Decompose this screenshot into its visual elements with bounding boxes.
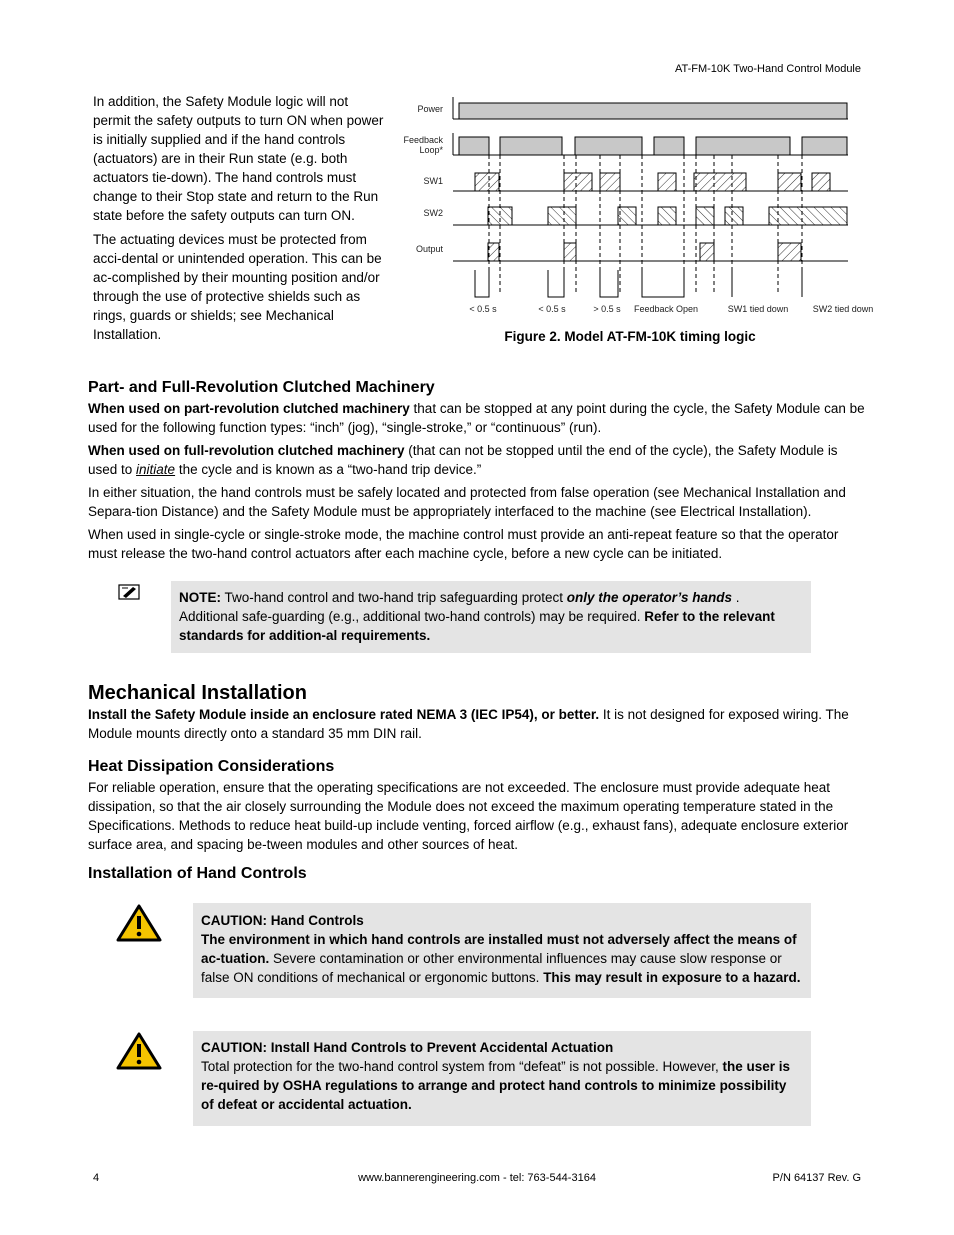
mech-rest: It is not designed for exposed wiring. The Module mounts directly onto a standard 35 mm DIN rail. — [88, 707, 849, 741]
annotation-4: Feedback Open — [633, 304, 699, 314]
mech-heading: Mechanical Installation — [88, 682, 307, 704]
caution2-bold: the user is re-quired by OSHA regulations to arrange and protect hand controls to minimize possibility of defeat or accidental actuation. — [201, 1059, 791, 1112]
part-number: P/N 64137 Rev. G — [772, 1172, 861, 1184]
sw2-pulses — [488, 207, 847, 225]
output-pulses — [488, 243, 801, 261]
annotation-3: > 0.5 s — [593, 304, 621, 314]
intro-text — [93, 92, 388, 349]
sw1-pulses — [475, 173, 830, 191]
section-heat — [88, 757, 868, 858]
label-feedback-2: Loop* — [419, 145, 443, 155]
annotation-1: < 0.5 s — [469, 304, 497, 314]
install-hand-heading: Installation of Hand Controls — [88, 865, 307, 882]
p2-end: the cycle and is known as a “two-hand trip device.” — [175, 462, 482, 477]
caution1-body: Severe contamination or other environmental influences may cause slow response or false ON conditions of mechanical or ergonomic buttons. — [201, 951, 782, 985]
note-text-1: Two-hand control and two-hand trip safeguarding protect — [221, 590, 567, 605]
running-header: AT-FM-10K Two-Hand Control Module — [674, 63, 861, 75]
label-output: Output — [415, 244, 443, 254]
caution2-text — [201, 1057, 801, 1114]
caution1-bold2: This may result in exposure to a hazard. — [543, 970, 801, 985]
part-full-heading: Part- and Full-Revolution Clutched Machinery — [88, 379, 435, 396]
annotation-5: SW1 tied down — [727, 304, 789, 314]
footer-contact: www.bannerengineering.com - tel: 763-544-3164 — [358, 1172, 596, 1184]
caution-box-1 — [193, 903, 811, 998]
section-mechanical — [88, 684, 868, 747]
warning-icon — [116, 1032, 162, 1070]
caution2-title — [201, 1038, 801, 1057]
warning-icon — [116, 904, 162, 942]
p1-rest: that can be stopped at any point during the cycle, the Safety Module can be used for the following function types: “inch” (jog), “single-stroke,” or “continuous” (run). — [88, 401, 865, 435]
note-emphasis: only the operator’s hands — [566, 590, 733, 605]
mech-paragraph — [88, 705, 868, 743]
label-feedback-1: Feedback — [403, 135, 443, 145]
label-sw1: SW1 — [423, 176, 443, 186]
part-full-paragraph-3: In either situation, the hand controls must be safely located and protected from false operation (see Mechanical Installation and Separa-tion Distance) and the Safety Module must be appropriately interfaced to the machine (see Electrical Installation). — [88, 485, 846, 519]
caution2-title-text: CAUTION: Install Hand Controls to Prevent Accidental Actuation — [201, 1040, 614, 1055]
note-bold-end: Refer to the relevant standards for addition-al requirements. — [179, 609, 775, 643]
note-box — [171, 581, 811, 653]
p2-italic: initiate — [136, 462, 176, 477]
p2-rest: (that can not be stopped until the end of the cycle), the Safety Module is used to — [88, 443, 838, 477]
label-power: Power — [417, 104, 443, 114]
annotation-2: < 0.5 s — [538, 304, 566, 314]
feedback-pulses — [459, 137, 847, 155]
power-pulse — [459, 103, 847, 119]
caution-box-2 — [193, 1031, 811, 1126]
caution1-title-text: CAUTION: Hand Controls — [201, 913, 364, 928]
timing-diagram — [396, 95, 886, 320]
heat-paragraph: For reliable operation, ensure that the operating specifications are not exceeded. The enclosure must provide adequate heat dissipation, so that the air closely surrounding the Module does not exceed the maximum operating temperature stated in the Specifications. Methods to reduce heat build-up include venting, forced airflow (e.g., exhaust fans), adequate enclosure exterior surface area, and spacing be-tween modules and other sources of heat. — [88, 780, 849, 852]
heat-heading: Heat Dissipation Considerations — [88, 758, 335, 775]
pencil-note-icon — [118, 584, 140, 600]
p1-bold: When used on part-revolution clutched machinery — [88, 401, 410, 416]
note-text — [171, 581, 811, 645]
part-full-paragraph-4: When used in single-cycle or single-stroke mode, the machine control must provide an anti-repeat feature so that the operator must release the two-hand control actuators after each machine cycle, before a new cycle can be initiated. — [88, 527, 839, 561]
figure-caption: Figure 2. Model AT-FM-10K timing logic — [504, 329, 756, 344]
p2-bold: When used on full-revolution clutched machinery — [88, 443, 405, 458]
caution1-bold1: The environment in which hand controls are installed must not adversely affect the means of ac-tuation. — [201, 932, 797, 966]
intro-paragraph-2: The actuating devices must be protected from acci-dental or unintended operation. This can be ac-complished by their mounting position and/or through the use of protective shields such as rings, guards or shields; see Mechanical Installation. — [93, 232, 382, 342]
note-label: NOTE: — [179, 590, 221, 605]
caution1-title — [201, 911, 801, 930]
note-text-2: . Additional safe-guarding (e.g., additional two-hand controls) may be required. — [179, 590, 740, 624]
page-number: 4 — [93, 1172, 100, 1184]
mech-bold: Install the Safety Module inside an enclosure rated NEMA 3 (IEC IP54), or better. — [88, 707, 600, 722]
caution1-text — [201, 930, 801, 987]
section-install-hand — [88, 864, 868, 885]
section-part-full — [88, 378, 868, 567]
annotation-6: SW2 tied down — [812, 304, 874, 314]
part-full-paragraph-2 — [88, 441, 868, 479]
intro-paragraph-1: In addition, the Safety Module logic will not permit the safety outputs to turn ON when power is initially supplied and if the hand controls (actuators) are in their Run state (e.g. both actuators tie-down). The hand controls must change to their Stop state and return to the Run state before the safety outputs can turn ON. — [93, 94, 384, 223]
part-full-paragraph-1 — [88, 399, 868, 437]
caution2-body: Total protection for the two-hand control system from “defeat” is not possible. However, — [201, 1059, 723, 1074]
label-sw2: SW2 — [423, 208, 443, 218]
